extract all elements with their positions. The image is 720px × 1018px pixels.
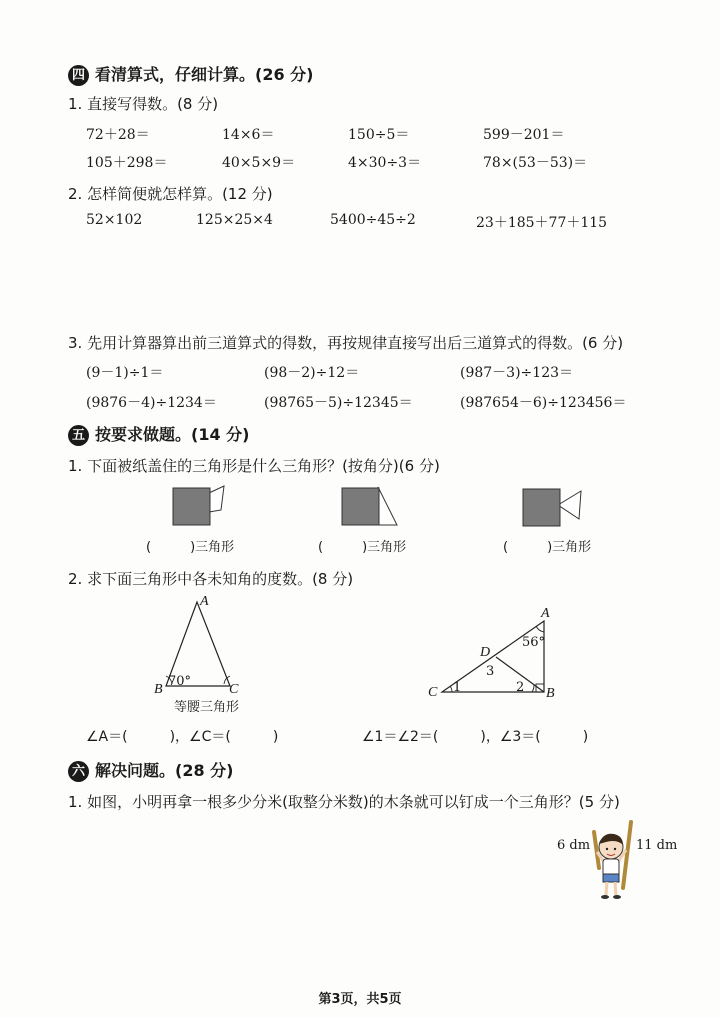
calc-item: 150÷5＝ <box>348 127 410 143</box>
q5-1-title: 1. 下面被纸盖住的三角形是什么三角形？(按角分)(6 分) <box>68 457 440 475</box>
boy-shirt <box>603 859 619 876</box>
stick-left-length: 6 dm <box>557 838 591 853</box>
q5-2-answer-1[interactable]: ∠A＝( )，∠C＝( ) <box>86 729 279 745</box>
section-6-title: 解决问题。(28 分) <box>95 761 234 780</box>
short-stick <box>594 832 599 868</box>
tri2-angle-3-label: 3 <box>486 664 495 679</box>
answer-blank[interactable]: ( )三角形 <box>503 540 592 555</box>
q4-1-title: 1. 直接写得数。(8 分) <box>68 95 219 113</box>
pattern-item: (987654－6)÷123456＝ <box>460 395 627 411</box>
tri2-vertex-c: C <box>428 685 438 700</box>
calc-item: 78×(53－53)＝ <box>483 155 588 171</box>
tri2-angle-2-label: 2 <box>516 680 525 695</box>
simplify-item: 125×25×4 <box>196 212 273 228</box>
simplify-item: 23＋185＋77＋115 <box>476 215 608 231</box>
tri1-vertex-a: A <box>200 594 209 609</box>
tri1-vertex-c: C <box>229 682 239 697</box>
tri1-vertex-b: B <box>154 682 163 697</box>
q5-2-answer-2[interactable]: ∠1＝∠2＝( )，∠3＝( ) <box>362 729 589 745</box>
q6-1-title: 1. 如图，小明再拿一根多少分米(取整分米数)的木条就可以钉成一个三角形？(5 分) <box>68 793 620 811</box>
tri2-vertex-a: A <box>541 606 550 621</box>
section-5-title: 按要求做题。(14 分) <box>95 425 250 444</box>
calc-item: 105＋298＝ <box>86 155 168 171</box>
simplify-item: 5400÷45÷2 <box>330 212 416 228</box>
calc-item: 599－201＝ <box>483 127 565 143</box>
answer-blank[interactable]: ( )三角形 <box>146 540 235 555</box>
boy-shorts <box>603 874 619 882</box>
pattern-item: (98765－5)÷12345＝ <box>264 395 413 411</box>
stick-right-length: 11 dm <box>636 838 678 853</box>
page-footer: 第3页，共5页 <box>318 992 402 1007</box>
q4-3-title: 3. 先用计算器算出前三道算式的得数，再按规律直接写出后三道算式的得数。(6 分) <box>68 334 624 352</box>
tri1-angle-label: 70° <box>168 674 192 689</box>
calc-item: 14×6＝ <box>222 127 275 143</box>
tri2-angle-1-label: 1 <box>453 680 462 695</box>
q5-2-title: 2. 求下面三角形中各未知角的度数。(8 分) <box>68 570 354 588</box>
calc-item: 40×5×9＝ <box>222 155 296 171</box>
tri2-vertex-d: D <box>480 645 491 660</box>
simplify-item: 52×102 <box>86 212 143 228</box>
tri2-angle-a-label: 56° <box>522 635 546 650</box>
tri2-vertex-b: B <box>546 686 555 701</box>
pattern-item: (9－1)÷1＝ <box>86 365 164 381</box>
answer-blank[interactable]: ( )三角形 <box>318 540 407 555</box>
section-6-number: 六 <box>68 761 89 782</box>
calc-item: 72＋28＝ <box>86 127 150 143</box>
section-4-title: 看清算式，仔细计算。(26 分) <box>95 65 314 84</box>
section-5-number: 五 <box>68 425 89 446</box>
pattern-item: (987－3)÷123＝ <box>460 365 574 381</box>
pattern-item: (98－2)÷12＝ <box>264 365 360 381</box>
q4-2-title: 2. 怎样简便就怎样算。(12 分) <box>68 185 273 203</box>
pattern-item: (9876－4)÷1234＝ <box>86 395 217 411</box>
calc-item: 4×30÷3＝ <box>348 155 422 171</box>
section-4-number: 四 <box>68 65 89 86</box>
tri1-caption: 等腰三角形 <box>174 700 240 715</box>
